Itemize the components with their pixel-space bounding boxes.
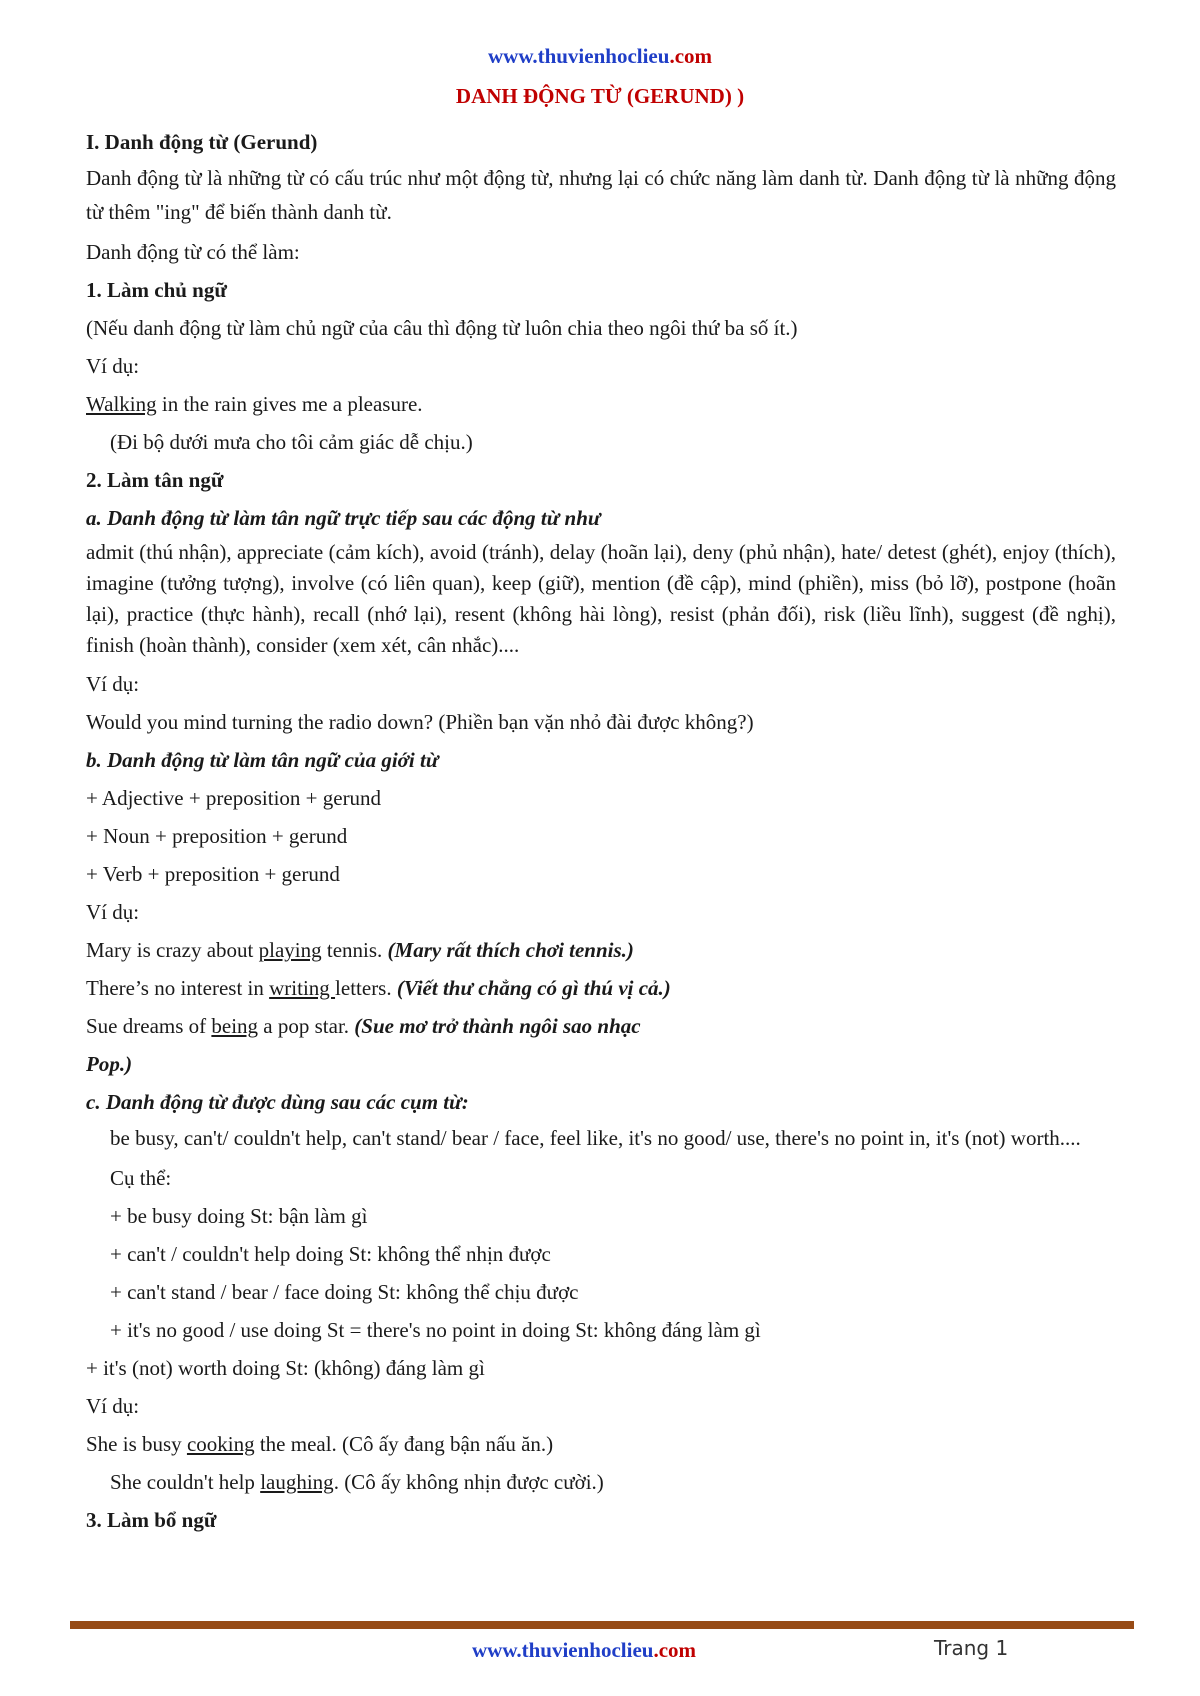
sentence-start: There’s no interest in bbox=[86, 976, 270, 1000]
sentence-rest: letters. bbox=[335, 976, 397, 1000]
subject-heading: 1. Làm chủ ngữ bbox=[86, 278, 227, 302]
sentence-start: Sue dreams of bbox=[86, 1014, 212, 1038]
sentence-start: She is busy bbox=[86, 1432, 187, 1456]
example-label: Ví dụ: bbox=[86, 1394, 140, 1418]
gerund-word: Walking bbox=[86, 392, 157, 416]
rule-item: + Adjective + preposition + gerund bbox=[86, 786, 382, 810]
example-sentence bbox=[86, 969, 1116, 1007]
complement-heading: 3. Làm bổ ngữ bbox=[86, 1508, 217, 1532]
phrase-item: + it's no good / use doing St = there's no point in doing St: không đáng làm gì bbox=[110, 1318, 761, 1342]
example-label: Ví dụ: bbox=[86, 900, 140, 924]
sentence-rest: in the rain gives me a pleasure. bbox=[156, 392, 423, 416]
example-label: Ví dụ: bbox=[86, 354, 140, 378]
example-sentence bbox=[86, 931, 1116, 969]
example-sentence bbox=[86, 385, 1116, 423]
sentence-rest: a pop star. bbox=[258, 1014, 355, 1038]
rule-item: + Verb + preposition + gerund bbox=[86, 862, 340, 886]
rule-item: + Noun + preposition + gerund bbox=[86, 824, 348, 848]
example-translation: (Sue mơ trở thành ngôi sao nhạc bbox=[354, 1014, 641, 1038]
phrase-item: + can't stand / bear / face doing St: không thể chịu được bbox=[110, 1280, 579, 1304]
example-translation: (Đi bộ dưới mưa cho tôi cảm giác dễ chịu.) bbox=[110, 430, 473, 454]
example-translation-continued: Pop.) bbox=[86, 1052, 133, 1076]
footer-url-domain: .com bbox=[653, 1638, 697, 1662]
example-translation: (Mary rất thích chơi tennis.) bbox=[387, 938, 634, 962]
subsection-c-heading: c. Danh động từ được dùng sau các cụm từ: bbox=[86, 1090, 469, 1114]
document-title: DANH ĐỘNG TỪ (GERUND) ) bbox=[455, 84, 745, 108]
example-sentence bbox=[86, 1463, 1116, 1501]
gerund-word: being bbox=[211, 1014, 259, 1038]
gerund-word: cooking bbox=[186, 1432, 255, 1456]
gerund-word: playing bbox=[258, 938, 322, 962]
document-body bbox=[86, 123, 1116, 1539]
header-url-domain: .com bbox=[669, 44, 713, 68]
example-sentence: Would you mind turning the radio down? (Phiền bạn vặn nhỏ đài được không?) bbox=[86, 710, 754, 734]
phrase-list-paragraph: be busy, can't/ couldn't help, can't stand/ bear / face, feel like, it's no good/ use, there's no point in, it's (not) worth.... bbox=[110, 1126, 1081, 1150]
gerund-word: writing bbox=[269, 976, 336, 1000]
sentence-rest: tennis. bbox=[321, 938, 388, 962]
header-website-link[interactable] bbox=[0, 44, 1200, 69]
specifically-label: Cụ thể: bbox=[110, 1166, 172, 1190]
object-heading: 2. Làm tân ngữ bbox=[86, 468, 224, 492]
phrase-item: + can't / couldn't help doing St: không thể nhịn được bbox=[110, 1242, 551, 1266]
phrase-item: + it's (not) worth doing St: (không) đáng làm gì bbox=[86, 1356, 485, 1380]
sentence-start: Mary is crazy about bbox=[86, 938, 259, 962]
page-number: Trang 1 bbox=[934, 1636, 1009, 1660]
footer-url-main: www.thuvienhoclieu bbox=[472, 1638, 654, 1662]
gerund-word: laughing bbox=[260, 1470, 334, 1494]
example-sentence bbox=[86, 1007, 1116, 1045]
sentence-rest: the meal. (Cô ấy đang bận nấu ăn.) bbox=[254, 1432, 554, 1456]
footer-divider bbox=[70, 1621, 1134, 1629]
footer-website-link[interactable] bbox=[472, 1638, 696, 1663]
subject-note: (Nếu danh động từ làm chủ ngữ của câu thì động từ luôn chia theo ngôi thứ ba số ít.) bbox=[86, 316, 798, 340]
can-do-line: Danh động từ có thể làm: bbox=[86, 240, 300, 264]
subsection-b-heading: b. Danh động từ làm tân ngữ của giới từ bbox=[86, 748, 439, 772]
subsection-a-heading: a. Danh động từ làm tân ngữ trực tiếp sau các động từ như bbox=[86, 506, 601, 530]
sentence-start: She couldn't help bbox=[110, 1470, 261, 1494]
header-url-main: www.thuvienhoclieu bbox=[487, 44, 670, 68]
example-label: Ví dụ: bbox=[86, 672, 140, 696]
section-heading-gerund: I. Danh động từ (Gerund) bbox=[86, 130, 318, 154]
intro-paragraph: Danh động từ là những từ có cấu trúc như một động từ, nhưng lại có chức năng làm danh từ. Danh động từ là những động từ thêm "ing" để biến thành danh từ. bbox=[86, 166, 1116, 224]
verb-list-paragraph: admit (thú nhận), appreciate (cảm kích), avoid (tránh), delay (hoãn lại), deny (phủ nhận), hate/ detest (ghét), enjoy (thích), imagine (tưởng tượng), involve (có liên quan), keep (giữ), mention (đề cập), mind (phiền), miss (bỏ lỡ), postpone (hoãn lại), practice (thực hành), recall (nhớ lại), resent (không hài lòng), resist (phản đối), risk (liều lĩnh), suggest (đề nghị), finish (hoàn thành), consider (xem xét, cân nhắc).... bbox=[86, 540, 1116, 657]
sentence-rest: . (Cô ấy không nhịn được cười.) bbox=[333, 1470, 604, 1494]
phrase-item: + be busy doing St: bận làm gì bbox=[110, 1204, 368, 1228]
example-sentence bbox=[86, 1425, 1116, 1463]
example-translation: (Viết thư chẳng có gì thú vị cả.) bbox=[396, 976, 671, 1000]
